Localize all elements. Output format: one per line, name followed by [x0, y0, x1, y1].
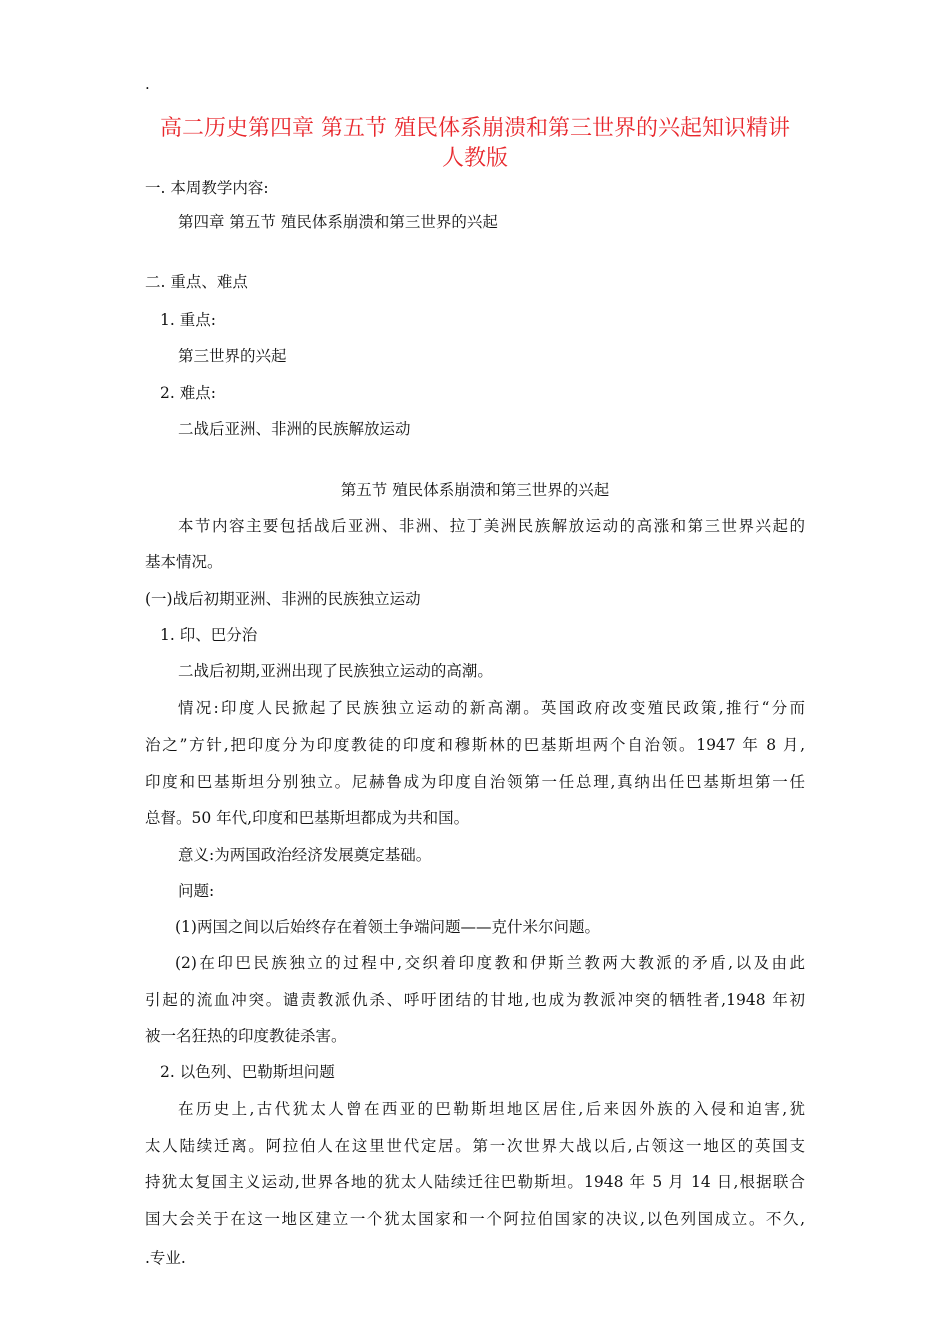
history-line-3: 持犹太复国主义运动,世界各地的犹太人陆续迁往巴勒斯坦。1948 年 5 月 14 日,根据联合: [145, 1173, 805, 1191]
item-1-paragraph: 二战后初期,亚洲出现了民族独立运动的高潮。: [178, 662, 493, 680]
problem-label: 问题:: [178, 882, 215, 900]
header-mark: .: [145, 75, 150, 93]
document-title-line-2: 人教版: [441, 146, 508, 171]
history-line-1: 在历史上,古代犹太人曾在西亚的巴勒斯坦地区居住,后来因外族的入侵和迫害,犹: [178, 1100, 805, 1118]
situation-line-4: 总督。50 年代,印度和巴基斯坦都成为共和国。: [145, 809, 470, 827]
problem-2-line-2: 引起的流血冲突。谴责教派仇杀、呼吁团结的甘地,也成为教派冲突的牺牲者,1948 年初: [145, 991, 805, 1009]
section-1-content: 第四章 第五节 殖民体系崩溃和第三世界的兴起: [178, 213, 498, 231]
situation-line-1: 情况:印度人民掀起了民族独立运动的新高潮。英国政府改变殖民政策,推行“分而: [178, 699, 805, 717]
key-point-label: 1. 重点:: [160, 311, 216, 329]
part-1-heading: (一)战后初期亚洲、非洲的民族独立运动: [145, 590, 421, 608]
item-2-heading: 2. 以色列、巴勒斯坦问题: [160, 1063, 335, 1081]
problem-2-line-3: 被一名狂热的印度教徒杀害。: [145, 1027, 347, 1045]
intro-line-1: 本节内容主要包括战后亚洲、非洲、拉丁美洲民族解放运动的高涨和第三世界兴起的: [178, 517, 805, 535]
footer-mark: .专业.: [145, 1249, 186, 1267]
meaning-text: 意义:为两国政治经济发展奠定基础。: [178, 846, 432, 864]
situation-line-2: 治之”方针,把印度分为印度教徒的印度和穆斯林的巴基斯坦两个自治领。1947 年 8 月,: [145, 736, 805, 754]
item-1-heading: 1. 印、巴分治: [160, 626, 258, 644]
situation-line-3: 印度和巴基斯坦分别独立。尼赫鲁成为印度自治领第一任总理,真纳出任巴基斯坦第一任: [145, 773, 805, 791]
difficulty-label: 2. 难点:: [160, 384, 216, 402]
problem-2-line-1: (2)在印巴民族独立的过程中,交织着印度教和伊斯兰教两大教派的矛盾,以及由此: [175, 954, 805, 972]
problem-1: (1)两国之间以后始终存在着领土争端问题——克什米尔问题。: [175, 918, 600, 936]
section-title: 第五节 殖民体系崩溃和第三世界的兴起: [340, 481, 610, 499]
section-1-heading: 一. 本周教学内容:: [145, 179, 269, 197]
history-line-2: 太人陆续迁离。阿拉伯人在这里世代定居。第一次世界大战以后,占领这一地区的英国支: [145, 1137, 805, 1155]
document-title-line-1: 高二历史第四章 第五节 殖民体系崩溃和第三世界的兴起知识精讲: [160, 116, 790, 141]
intro-line-2: 基本情况。: [145, 553, 223, 571]
section-2-heading: 二. 重点、难点: [145, 273, 248, 291]
difficulty-text: 二战后亚洲、非洲的民族解放运动: [178, 420, 411, 438]
key-point-text: 第三世界的兴起: [178, 347, 287, 365]
history-line-4: 国大会关于在这一地区建立一个犹太国家和一个阿拉伯国家的决议,以色列国成立。不久,: [145, 1210, 805, 1228]
